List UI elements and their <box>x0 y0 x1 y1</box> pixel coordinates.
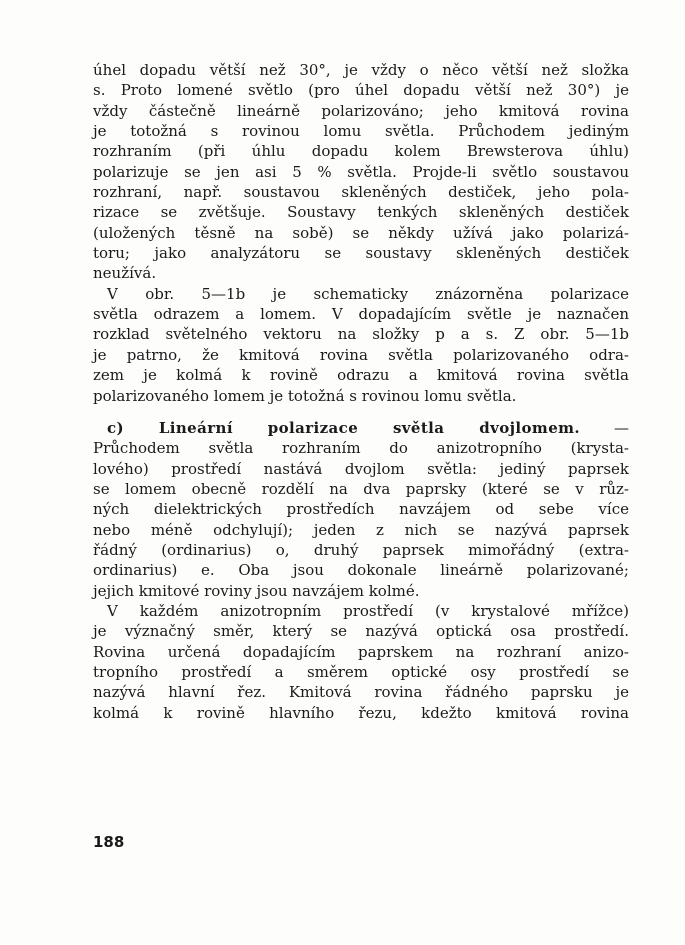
text-line: je totožná s rovinou lomu světla. Průchodem jediným <box>93 122 629 141</box>
text-line: (uložených těsně na sobě) se někdy užívá jako polarizá- <box>93 223 629 242</box>
section-heading-line <box>93 418 629 438</box>
text-line: polarizovaného lomem je totožná s rovinou lomu světla. <box>93 386 517 405</box>
text-line: polarizuje se jen asi 5 % světla. Projde-li světlo soustavou <box>93 162 629 181</box>
page-number: 188 <box>93 833 125 851</box>
text-line: ných dielektrických prostředích navzájem od sebe více <box>93 500 629 519</box>
text-line: řádný (ordinarius) o, druhý paprsek mimořádný (extra- <box>93 540 629 559</box>
section-heading: c) Lineární polarizace světla dvojlomem. <box>107 418 581 437</box>
heading-dash: — <box>613 418 629 437</box>
text-line: Rovina určená dopadajícím paprskem na rozhraní anizo- <box>93 642 629 661</box>
text-line: tropního prostředí a směrem optické osy prostředí se <box>93 662 629 681</box>
text-line: vždy částečně lineárně polarizováno; jeho kmitová rovina <box>93 101 629 120</box>
text-line: rizace se zvětšuje. Soustavy tenkých skleněných destiček <box>93 203 629 222</box>
text-line: Průchodem světla rozhraním do anizotropního (krysta- <box>93 439 629 458</box>
text-line: rozhraním (při úhlu dopadu kolem Brewsterova úhlu) <box>93 142 629 161</box>
text-line: úhel dopadu větší než 30°, je vždy o něco větší než složka <box>93 61 629 79</box>
text-line: se lomem obecně rozdělí na dva paprsky (které se v růz- <box>93 479 629 498</box>
text-line: rozklad světelného vektoru na složky p a s. Z obr. 5—1b <box>93 325 629 344</box>
paragraph-4 <box>93 601 629 723</box>
section-c <box>93 418 629 601</box>
text-line: lového) prostředí nastává dvojlom světla: jediný paprsek <box>93 459 629 478</box>
text-line: toru; jako analyzátoru se soustavy skleněných destiček <box>93 244 629 263</box>
text-line: světla odrazem a lomem. V dopadajícím světle je naznačen <box>93 305 629 324</box>
text-line: jejich kmitové roviny jsou navzájem kolmé. <box>93 581 420 600</box>
text-line: rozhraní, např. soustavou skleněných destiček, jeho pola- <box>93 183 629 202</box>
text-line: V každém anizotropním prostředí (v krystalové mřížce) <box>107 601 629 620</box>
paragraph-2 <box>93 284 629 406</box>
text-line: s. Proto lomené světlo (pro úhel dopadu větší než 30°) je <box>93 81 629 100</box>
section-spacing <box>93 406 629 418</box>
text-line: neužívá. <box>93 264 157 283</box>
paragraph-1 <box>93 60 629 284</box>
text-line: nazývá hlavní řez. Kmitová rovina řádného paprsku je <box>93 683 629 702</box>
text-line: nebo méně odchylují); jeden z nich se nazývá paprsek <box>93 520 629 539</box>
body-text <box>93 60 629 723</box>
text-line: V obr. 5—1b je schematicky znázorněna polarizace <box>107 284 629 303</box>
text-line: zem je kolmá k rovině odrazu a kmitová rovina světla <box>93 366 629 385</box>
text-line: kolmá k rovině hlavního řezu, kdežto kmitová rovina <box>93 703 629 722</box>
text-line: je patrno, že kmitová rovina světla polarizovaného odra- <box>93 345 629 364</box>
text-line: ordinarius) e. Oba jsou dokonale lineárně polarizované; <box>93 561 629 580</box>
text-line: je význačný směr, který se nazývá optická osa prostředí. <box>93 622 629 641</box>
